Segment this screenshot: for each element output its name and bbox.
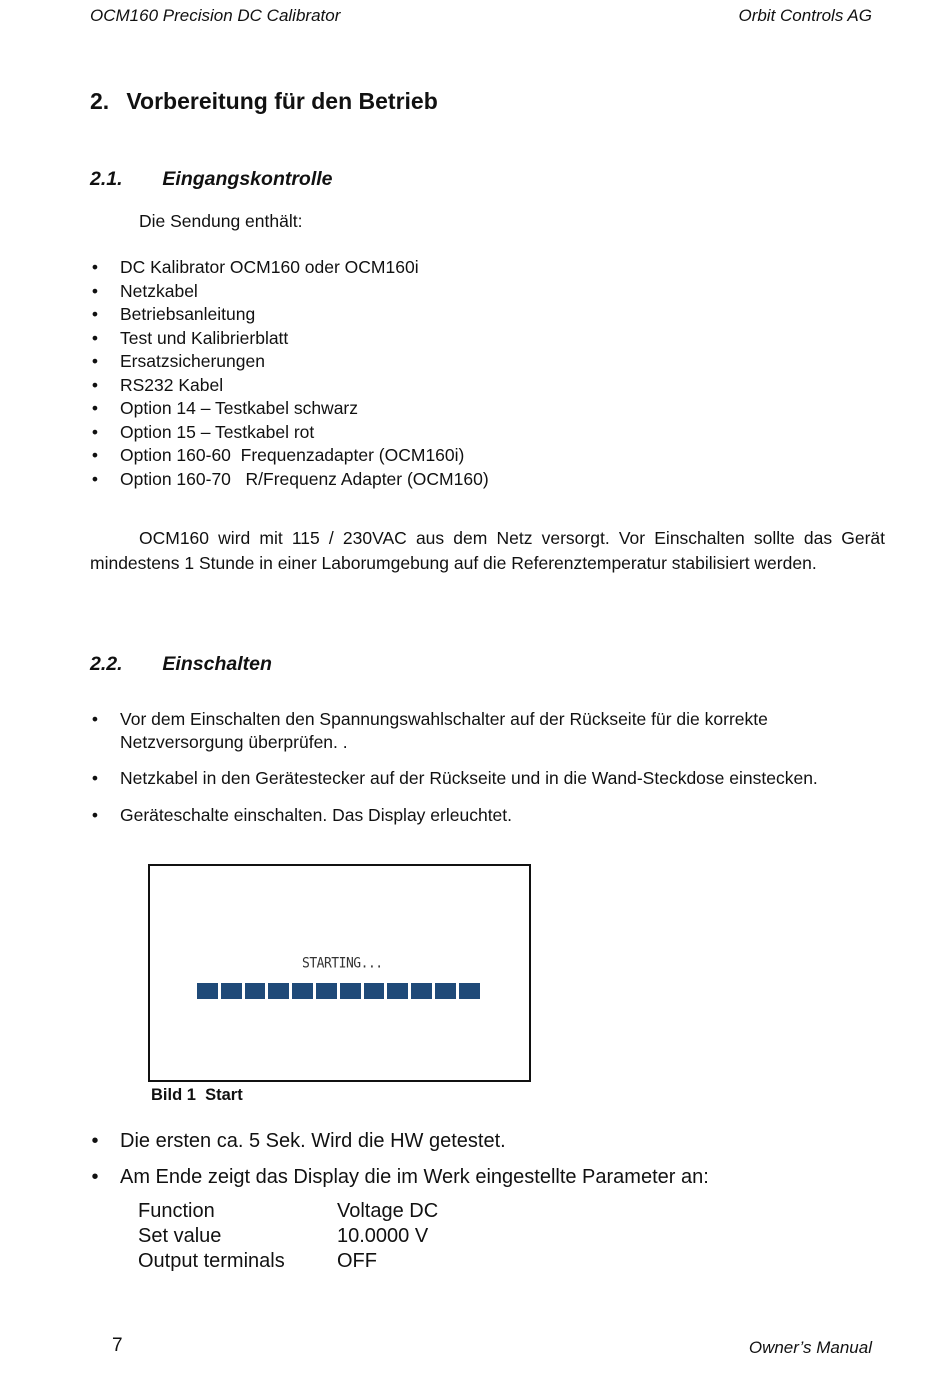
page-number: 7 bbox=[112, 1335, 123, 1356]
list-item bbox=[90, 421, 890, 445]
list-item bbox=[90, 468, 890, 492]
footer-manual-title: Owner’s Manual bbox=[748, 1338, 872, 1357]
parameter-value: Voltage DC bbox=[337, 1200, 439, 1222]
bullet-icon: • bbox=[91, 280, 99, 301]
bullet-icon: • bbox=[91, 768, 99, 788]
progress-segment bbox=[268, 983, 289, 999]
section-number: 2.1. bbox=[90, 168, 123, 190]
header-company-name: Orbit Controls AG bbox=[738, 6, 872, 25]
list-item-text: Ersatzsicherungen bbox=[120, 351, 265, 371]
power-supply-paragraph: OCM160 wird mit 115 / 230VAC aus dem Netz versorgt. Vor Einschalten sollte das Gerät mindestens 1 Stunde in einer Laborumgebung auf die Referenztemperatur stabilisiert werden. bbox=[90, 528, 885, 573]
section-heading-einschalten bbox=[90, 653, 272, 676]
parameter-row bbox=[138, 1249, 438, 1274]
list-item-text: Betriebsanleitung bbox=[120, 304, 256, 324]
shipment-contents-list bbox=[90, 256, 890, 491]
startup-display-figure bbox=[148, 864, 531, 1082]
progress-segment bbox=[292, 983, 313, 999]
factory-parameters bbox=[138, 1199, 438, 1274]
bullet-icon: • bbox=[91, 421, 99, 442]
list-item-text: Netzkabel in den Gerätestecker auf der Rückseite und in die Wand-Steckdose einstecken. bbox=[120, 768, 818, 788]
parameter-name: Output terminals bbox=[138, 1250, 285, 1272]
chapter-number: 2. bbox=[90, 88, 110, 114]
list-item-text: Option 15 – Testkabel rot bbox=[120, 421, 315, 442]
parameter-value: 10.0000 V bbox=[337, 1225, 429, 1247]
bullet-icon: • bbox=[91, 1166, 99, 1188]
list-item-text: Die ersten ca. 5 Sek. Wird die HW getestet. bbox=[120, 1130, 506, 1152]
bullet-icon: • bbox=[91, 804, 99, 825]
list-item-text: Am Ende zeigt das Display die im Werk eingestellte Parameter an: bbox=[120, 1166, 709, 1188]
list-item bbox=[90, 374, 890, 398]
parameter-name: Set value bbox=[138, 1225, 222, 1247]
list-item-text: Option 160-60 Frequenzadapter (OCM160i) bbox=[120, 445, 465, 465]
bullet-icon: • bbox=[91, 709, 99, 729]
power-on-steps-list bbox=[90, 708, 890, 840]
header-document-title: OCM160 Precision DC Calibrator bbox=[90, 6, 341, 25]
bullet-icon: • bbox=[91, 351, 99, 371]
list-item-text: Vor dem Einschalten den Spannungswahlschalter auf der Rückseite für die korrekte Netzversorgung überprüfen. . bbox=[120, 709, 768, 752]
bullet-icon: • bbox=[91, 445, 99, 465]
list-item-text: Option 14 – Testkabel schwarz bbox=[120, 398, 359, 418]
section-number: 2.2. bbox=[90, 653, 123, 675]
startup-progress-bar bbox=[197, 983, 480, 999]
list-item bbox=[90, 280, 890, 304]
bullet-icon: • bbox=[91, 257, 99, 277]
progress-segment bbox=[459, 983, 480, 999]
parameter-value: OFF bbox=[337, 1250, 377, 1272]
list-item bbox=[90, 1128, 890, 1154]
list-item bbox=[90, 444, 890, 468]
parameter-row bbox=[138, 1199, 438, 1224]
list-item bbox=[90, 397, 890, 421]
bullet-icon: • bbox=[91, 327, 99, 348]
figure-caption: Bild 1 Start bbox=[151, 1086, 243, 1104]
parameter-row bbox=[138, 1224, 438, 1249]
progress-segment bbox=[245, 983, 266, 999]
list-item bbox=[90, 350, 890, 374]
list-item bbox=[90, 767, 890, 790]
after-start-list bbox=[90, 1128, 890, 1200]
chapter-title: Vorbereitung für den Betrieb bbox=[126, 88, 438, 114]
progress-segment bbox=[316, 983, 337, 999]
parameter-name: Function bbox=[138, 1200, 215, 1222]
list-item-text: Netzkabel bbox=[120, 280, 198, 301]
progress-segment bbox=[435, 983, 456, 999]
bullet-icon: • bbox=[91, 398, 99, 418]
section-heading-eingangskontrolle bbox=[90, 168, 333, 191]
list-item-text: RS232 Kabel bbox=[120, 374, 224, 395]
list-item-text: Geräteschalte einschalten. Das Display erleuchtet. bbox=[120, 804, 513, 825]
list-item bbox=[90, 804, 890, 827]
list-item-text: Option 160-70 R/Frequenz Adapter (OCM160) bbox=[120, 468, 489, 489]
list-item bbox=[90, 708, 890, 753]
bullet-icon: • bbox=[91, 304, 99, 324]
list-item-text: DC Kalibrator OCM160 oder OCM160i bbox=[120, 257, 419, 277]
shipment-intro: Die Sendung enthält: bbox=[139, 211, 303, 231]
progress-segment bbox=[411, 983, 432, 999]
section-title: Einschalten bbox=[162, 653, 272, 675]
list-item bbox=[90, 303, 890, 327]
chapter-heading bbox=[90, 88, 438, 115]
list-item bbox=[90, 1164, 890, 1190]
progress-segment bbox=[387, 983, 408, 999]
progress-segment bbox=[197, 983, 218, 999]
list-item bbox=[90, 256, 890, 280]
progress-segment bbox=[364, 983, 385, 999]
progress-segment bbox=[340, 983, 361, 999]
bullet-icon: • bbox=[91, 374, 99, 395]
bullet-icon: • bbox=[91, 468, 99, 489]
section-title: Eingangskontrolle bbox=[162, 168, 333, 190]
list-item bbox=[90, 327, 890, 351]
list-item-text: Test und Kalibrierblatt bbox=[120, 327, 289, 348]
starting-status-text: STARTING... bbox=[302, 955, 383, 972]
progress-segment bbox=[221, 983, 242, 999]
bullet-icon: • bbox=[91, 1130, 99, 1152]
